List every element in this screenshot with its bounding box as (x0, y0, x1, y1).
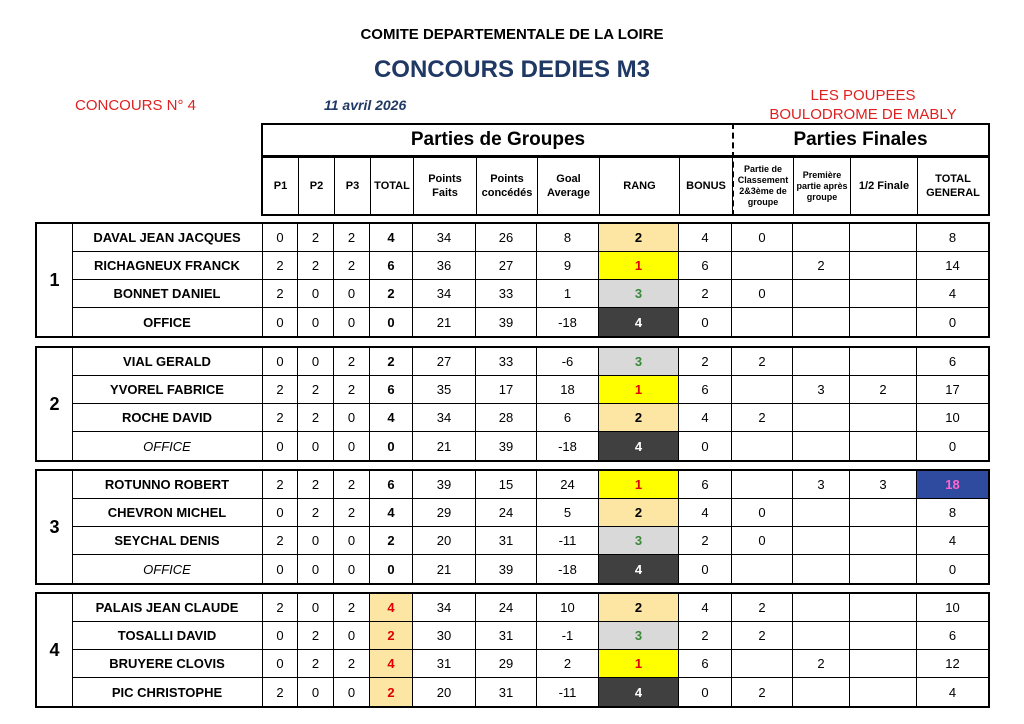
cell-p2: 0 (298, 678, 334, 706)
cell-tg: 6 (948, 354, 957, 369)
cell-demi (850, 678, 917, 706)
cell-p2: 2 (298, 622, 334, 649)
cell-name: DAVAL JEAN JACQUES (72, 224, 263, 251)
cell-rang: 1 (599, 252, 679, 279)
cell-classement: 0 (732, 280, 793, 307)
cell-tg: 12 (945, 656, 960, 671)
cell-name: OFFICE (72, 432, 263, 460)
col-demi-finale: 1/2 Finale (851, 158, 918, 214)
cell-classement: 2 (732, 622, 793, 649)
cell-p2: 0 (298, 280, 334, 307)
cell-p2: 2 (298, 376, 334, 403)
cell-total: 6 (370, 376, 413, 403)
cell-p2: 2 (298, 471, 334, 498)
cell-p1: 0 (263, 650, 298, 677)
cell-ga: 18 (537, 376, 599, 403)
venue-line-2: BOULODROME DE MABLY (769, 106, 957, 123)
cell-tg: 10 (945, 410, 960, 425)
cell-pf: 21 (413, 308, 476, 336)
cell-classement: 0 (732, 499, 793, 526)
cell-pc: 33 (476, 348, 537, 375)
cell-pc: 28 (476, 404, 537, 431)
group-number: 3 (37, 471, 73, 583)
cell-classement (732, 555, 793, 583)
cell-premiere (793, 555, 850, 583)
venue (738, 86, 988, 124)
cell-p2: 0 (298, 348, 334, 375)
cell-classement: 0 (732, 527, 793, 554)
cell-p1: 2 (263, 471, 298, 498)
cell-demi (850, 650, 917, 677)
cell-demi (850, 308, 917, 336)
cell-tg: 8 (948, 505, 957, 520)
cell-total: 0 (370, 432, 413, 460)
cell-p3: 2 (334, 471, 370, 498)
cell-classement: 2 (732, 678, 793, 706)
table-row (72, 280, 988, 308)
cell-name: SEYCHAL DENIS (72, 527, 263, 554)
cell-bonus: 0 (679, 555, 732, 583)
cell-classement: 2 (732, 348, 793, 375)
col-premiere: Première partie après groupe (794, 158, 851, 214)
cell-p1: 2 (263, 280, 298, 307)
cell-bonus: 4 (679, 499, 732, 526)
group-1 (35, 222, 990, 338)
table-row (72, 252, 988, 280)
cell-p1: 2 (263, 594, 298, 621)
cell-p2: 2 (298, 404, 334, 431)
cell-p3: 2 (334, 252, 370, 279)
table-row (72, 555, 988, 583)
cell-rang: 3 (599, 348, 679, 375)
cell-premiere (793, 432, 850, 460)
cell-ga: -6 (537, 348, 599, 375)
cell-ga: -18 (537, 555, 599, 583)
cell-name: RICHAGNEUX FRANCK (72, 252, 263, 279)
cell-total: 2 (370, 678, 413, 706)
section-finals-title: Parties Finales (793, 129, 928, 150)
col-rang: RANG (600, 158, 680, 214)
cell-premiere: 3 (793, 376, 850, 403)
cell-ga: -18 (537, 432, 599, 460)
cell-bonus: 4 (679, 404, 732, 431)
cell-p3: 2 (334, 650, 370, 677)
cell-pf: 39 (413, 471, 476, 498)
cell-ga: -11 (537, 527, 599, 554)
cell-rang: 4 (599, 678, 679, 706)
cell-name: BONNET DANIEL (72, 280, 263, 307)
cell-premiere: 2 (793, 252, 850, 279)
cell-pc: 15 (476, 471, 537, 498)
cell-total: 4 (370, 404, 413, 431)
cell-classement: 2 (732, 594, 793, 621)
cell-rang: 2 (599, 224, 679, 251)
page-title: CONCOURS DEDIES M3 (373, 56, 651, 83)
cell-pc: 31 (476, 678, 537, 706)
cell-demi (850, 224, 917, 251)
cell-bonus: 0 (679, 432, 732, 460)
col-p1: P1 (263, 158, 299, 214)
cell-pf: 20 (413, 527, 476, 554)
cell-p3: 0 (334, 432, 370, 460)
cell-p1: 0 (263, 499, 298, 526)
cell-pf: 31 (413, 650, 476, 677)
cell-bonus: 6 (679, 650, 732, 677)
cell-demi (850, 404, 917, 431)
cell-pc: 39 (476, 555, 537, 583)
cell-premiere (793, 622, 850, 649)
cell-pf: 34 (413, 404, 476, 431)
table-row (72, 622, 988, 650)
col-total-general: TOTAL GENERAL (926, 173, 980, 199)
venue-line-1: LES POUPEES (810, 87, 916, 104)
cell-classement: 0 (732, 224, 793, 251)
table-row (72, 678, 988, 706)
cell-tg: 14 (945, 258, 960, 273)
cell-total: 2 (370, 280, 413, 307)
table-row (72, 432, 988, 460)
cell-name: TOSALLI DAVID (72, 622, 263, 649)
cell-tg: 0 (948, 314, 957, 330)
cell-p3: 0 (334, 404, 370, 431)
cell-ga: -1 (537, 622, 599, 649)
table-row (72, 308, 988, 336)
cell-tg: 4 (948, 684, 957, 700)
cell-tg: 0 (948, 561, 957, 577)
cell-total: 4 (370, 650, 413, 677)
cell-premiere (793, 280, 850, 307)
cell-p3: 0 (334, 622, 370, 649)
cell-tg: 6 (948, 628, 957, 643)
cell-bonus: 4 (679, 594, 732, 621)
table-row (72, 499, 988, 527)
cell-pc: 24 (476, 594, 537, 621)
cell-p1: 2 (263, 527, 298, 554)
cell-pc: 33 (476, 280, 537, 307)
cell-p1: 2 (263, 376, 298, 403)
cell-rang: 3 (599, 280, 679, 307)
cell-ga: -11 (537, 678, 599, 706)
cell-ga: 6 (537, 404, 599, 431)
cell-premiere (793, 224, 850, 251)
cell-premiere: 2 (793, 650, 850, 677)
cell-bonus: 6 (679, 252, 732, 279)
cell-p1: 2 (263, 252, 298, 279)
cell-classement (732, 308, 793, 336)
cell-tg: 0 (948, 438, 957, 454)
cell-p1: 0 (263, 224, 298, 251)
group-number: 2 (37, 348, 73, 460)
cell-rang: 4 (599, 432, 679, 460)
cell-name: CHEVRON MICHEL (72, 499, 263, 526)
cell-p3: 2 (334, 348, 370, 375)
cell-p2: 0 (298, 432, 334, 460)
cell-demi (850, 555, 917, 583)
cell-premiere (793, 404, 850, 431)
cell-demi (850, 432, 917, 460)
cell-p2: 0 (298, 555, 334, 583)
cell-premiere (793, 308, 850, 336)
group-3 (35, 469, 990, 585)
cell-p2: 2 (298, 499, 334, 526)
cell-name: PIC CHRISTOPHE (72, 678, 263, 706)
group-4 (35, 592, 990, 708)
cell-p2: 2 (298, 650, 334, 677)
cell-tg: 4 (948, 533, 957, 548)
cell-rang: 1 (599, 471, 679, 498)
cell-bonus: 4 (679, 224, 732, 251)
cell-total: 4 (370, 594, 413, 621)
cell-pf: 35 (413, 376, 476, 403)
cell-demi (850, 280, 917, 307)
cell-rang: 3 (599, 622, 679, 649)
col-total: TOTAL (371, 158, 414, 214)
cell-p3: 0 (334, 280, 370, 307)
cell-bonus: 0 (679, 678, 732, 706)
cell-p2: 2 (298, 224, 334, 251)
cell-p2: 0 (298, 527, 334, 554)
cell-p1: 0 (263, 432, 298, 460)
cell-name: VIAL GERALD (72, 348, 263, 375)
cell-total: 4 (370, 499, 413, 526)
cell-tg: 10 (945, 600, 960, 615)
col-points-faits: Points Faits (414, 158, 477, 214)
cell-ga: 8 (537, 224, 599, 251)
col-p2: P2 (299, 158, 335, 214)
cell-ga: 1 (537, 280, 599, 307)
table-row (72, 471, 988, 499)
cell-pf: 34 (413, 280, 476, 307)
cell-tg: 18 (917, 471, 988, 498)
cell-p3: 2 (334, 224, 370, 251)
organization-title: COMITE DEPARTEMENTALE DE LA LOIRE (360, 26, 664, 43)
cell-bonus: 6 (679, 471, 732, 498)
cell-p2: 2 (298, 252, 334, 279)
cell-name: ROTUNNO ROBERT (72, 471, 263, 498)
cell-name: BRUYERE CLOVIS (72, 650, 263, 677)
cell-ga: 5 (537, 499, 599, 526)
cell-pf: 29 (413, 499, 476, 526)
group-2 (35, 346, 990, 462)
cell-total: 0 (370, 555, 413, 583)
cell-name: OFFICE (72, 555, 263, 583)
cell-total: 2 (370, 622, 413, 649)
section-header (261, 123, 990, 157)
cell-pc: 39 (476, 308, 537, 336)
cell-classement (732, 471, 793, 498)
table-row (72, 650, 988, 678)
cell-p3: 2 (334, 594, 370, 621)
cell-pf: 20 (413, 678, 476, 706)
cell-p1: 0 (263, 308, 298, 336)
cell-ga: 2 (537, 650, 599, 677)
cell-pc: 29 (476, 650, 537, 677)
cell-demi (850, 348, 917, 375)
cell-ga: 10 (537, 594, 599, 621)
cell-bonus: 2 (679, 280, 732, 307)
section-groups-title: Parties de Groupes (410, 129, 586, 150)
cell-premiere (793, 348, 850, 375)
cell-ga: 24 (537, 471, 599, 498)
cell-rang: 1 (599, 376, 679, 403)
cell-rang: 2 (599, 499, 679, 526)
table-row (72, 376, 988, 404)
cell-premiere: 3 (793, 471, 850, 498)
cell-pf: 30 (413, 622, 476, 649)
cell-tg: 17 (945, 382, 960, 397)
contest-number: CONCOURS N° 4 (75, 97, 197, 114)
cell-p3: 0 (334, 678, 370, 706)
cell-rang: 2 (599, 404, 679, 431)
cell-demi (850, 527, 917, 554)
cell-p3: 0 (334, 555, 370, 583)
cell-total: 2 (370, 348, 413, 375)
cell-pf: 21 (413, 555, 476, 583)
cell-p1: 0 (263, 555, 298, 583)
cell-pf: 27 (413, 348, 476, 375)
cell-pc: 17 (476, 376, 537, 403)
cell-p1: 0 (263, 622, 298, 649)
cell-p1: 2 (263, 404, 298, 431)
cell-bonus: 2 (679, 622, 732, 649)
cell-bonus: 2 (679, 348, 732, 375)
cell-total: 6 (370, 471, 413, 498)
cell-pc: 26 (476, 224, 537, 251)
cell-classement (732, 252, 793, 279)
cell-rang: 4 (599, 555, 679, 583)
col-classement: Partie de Classement 2&3ème de groupe (733, 158, 794, 214)
cell-bonus: 2 (679, 527, 732, 554)
cell-pc: 31 (476, 622, 537, 649)
cell-rang: 1 (599, 650, 679, 677)
contest-date: 11 avril 2026 (324, 97, 407, 113)
cell-pc: 24 (476, 499, 537, 526)
cell-total: 6 (370, 252, 413, 279)
cell-pc: 31 (476, 527, 537, 554)
cell-demi: 2 (850, 376, 917, 403)
cell-ga: 9 (537, 252, 599, 279)
column-header (261, 156, 990, 216)
cell-p3: 2 (334, 499, 370, 526)
table-row (72, 594, 988, 622)
cell-rang: 2 (599, 594, 679, 621)
cell-classement: 2 (732, 404, 793, 431)
cell-rang: 3 (599, 527, 679, 554)
cell-demi (850, 499, 917, 526)
col-points-concedes: Points concédés (477, 158, 538, 214)
cell-demi (850, 252, 917, 279)
cell-bonus: 6 (679, 376, 732, 403)
cell-classement (732, 650, 793, 677)
col-bonus: BONUS (680, 158, 733, 214)
group-number: 1 (37, 224, 73, 336)
cell-demi: 3 (850, 471, 917, 498)
col-goal-average: Goal Average (538, 158, 600, 214)
cell-name: OFFICE (72, 308, 263, 336)
cell-p2: 0 (298, 308, 334, 336)
cell-p2: 0 (298, 594, 334, 621)
cell-tg: 8 (948, 230, 957, 245)
cell-p3: 0 (334, 308, 370, 336)
cell-premiere (793, 594, 850, 621)
cell-demi (850, 594, 917, 621)
cell-p1: 0 (263, 348, 298, 375)
cell-total: 4 (370, 224, 413, 251)
table-row (72, 224, 988, 252)
cell-pc: 39 (476, 432, 537, 460)
cell-tg: 4 (948, 286, 957, 301)
table-row (72, 404, 988, 432)
cell-bonus: 0 (679, 308, 732, 336)
cell-pf: 34 (413, 594, 476, 621)
cell-pf: 21 (413, 432, 476, 460)
cell-name: YVOREL FABRICE (72, 376, 263, 403)
cell-p3: 2 (334, 376, 370, 403)
cell-premiere (793, 527, 850, 554)
cell-classement (732, 376, 793, 403)
cell-pf: 36 (413, 252, 476, 279)
cell-premiere (793, 678, 850, 706)
cell-p3: 0 (334, 527, 370, 554)
cell-pf: 34 (413, 224, 476, 251)
cell-rang: 4 (599, 308, 679, 336)
cell-total: 0 (370, 308, 413, 336)
cell-demi (850, 622, 917, 649)
cell-pc: 27 (476, 252, 537, 279)
cell-name: ROCHE DAVID (72, 404, 263, 431)
group-number: 4 (37, 594, 73, 706)
table-row (72, 527, 988, 555)
cell-name: PALAIS JEAN CLAUDE (72, 594, 263, 621)
table-row (72, 348, 988, 376)
col-p3: P3 (335, 158, 371, 214)
cell-classement (732, 432, 793, 460)
cell-total: 2 (370, 527, 413, 554)
cell-premiere (793, 499, 850, 526)
cell-ga: -18 (537, 308, 599, 336)
cell-p1: 2 (263, 678, 298, 706)
